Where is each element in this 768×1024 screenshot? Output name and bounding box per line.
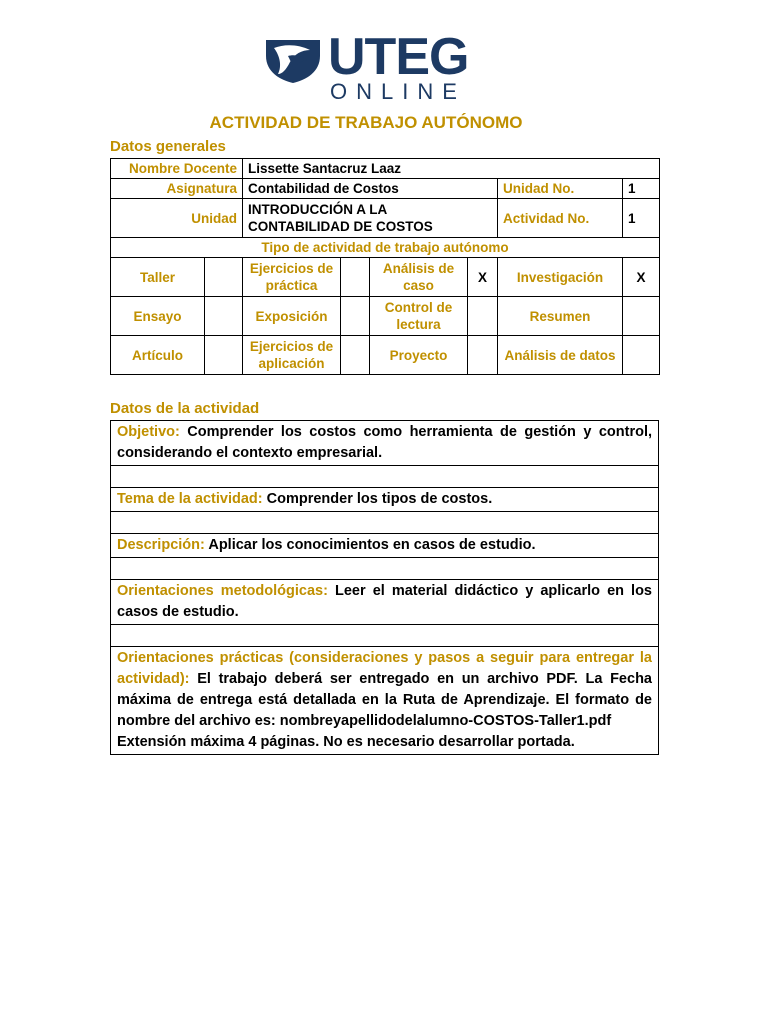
actividad-no-value: 1	[623, 199, 660, 238]
tema-cell	[111, 488, 659, 512]
page-title: ACTIVIDAD DE TRABAJO AUTÓNOMO	[209, 113, 523, 132]
tipo-mark	[205, 297, 243, 336]
extension-text: Extensión máxima 4 páginas. No es necesario desarrollar portada.	[117, 734, 575, 750]
spacer-row	[111, 558, 659, 580]
tipo-mark	[205, 258, 243, 297]
asignatura-value: Contabilidad de Costos	[243, 179, 498, 199]
tipo-mark	[623, 336, 660, 375]
tipo-header-row	[111, 238, 660, 258]
unidad-no-value: 1	[623, 179, 660, 199]
orient-prac-cell	[111, 647, 659, 755]
actividad-no-label: Actividad No.	[498, 199, 623, 238]
logo-sub-text: ONLINE	[330, 79, 466, 104]
objetivo-value: Comprender los costos como herramienta de gestión y control, considerando el contexto empresarial.	[117, 424, 652, 461]
general-section-label: Datos generales	[110, 138, 226, 155]
descripcion-value: Aplicar los conocimientos en casos de estudio.	[208, 537, 536, 553]
objetivo-label: Objetivo:	[117, 424, 180, 440]
orient-prac-value: El trabajo deberá ser entregado en un archivo PDF. La Fecha máxima de entrega está detallada en la Ruta de Aprendizaje. El formato de nombre del archivo es: nombreyapellidodelalumno-COSTOS-Taller1.pdf	[117, 671, 652, 729]
spacer-row	[111, 512, 659, 534]
spacer-cell	[111, 512, 659, 534]
tipo-mark: X	[468, 258, 498, 297]
objetivo-row	[111, 421, 659, 466]
tipo-mark	[623, 297, 660, 336]
uteg-logo	[264, 28, 474, 104]
asignatura-label: Asignatura	[111, 179, 243, 199]
tipo-row	[111, 297, 660, 336]
tipo-label: Proyecto	[370, 336, 468, 375]
tipo-label: Ejercicios de práctica	[243, 258, 341, 297]
tipo-label: Resumen	[498, 297, 623, 336]
tipo-label: Control de lectura	[370, 297, 468, 336]
descripcion-label: Descripción:	[117, 537, 205, 553]
tipo-row	[111, 258, 660, 297]
unidad-label: Unidad	[111, 199, 243, 238]
tema-label: Tema de la actividad:	[117, 491, 263, 507]
spacer-cell	[111, 466, 659, 488]
tipo-mark	[341, 336, 370, 375]
tipo-mark	[341, 258, 370, 297]
tipo-header: Tipo de actividad de trabajo autónomo	[111, 238, 660, 258]
activity-section-label: Datos de la actividad	[110, 400, 260, 417]
tipo-mark	[468, 336, 498, 375]
orient-met-label: Orientaciones metodológicas:	[117, 583, 328, 599]
tipo-label: Ensayo	[111, 297, 205, 336]
activity-table	[110, 420, 659, 755]
tipo-mark	[341, 297, 370, 336]
docente-value: Lissette Santacruz Laaz	[243, 159, 660, 179]
unidad-row	[111, 199, 660, 238]
orient-met-value: Leer el material didáctico y aplicarlo en los casos de estudio.	[117, 583, 652, 620]
tipo-label: Exposición	[243, 297, 341, 336]
tipo-label: Ejercicios de aplicación	[243, 336, 341, 375]
orient-met-row	[111, 580, 659, 625]
docente-row	[111, 159, 660, 179]
descripcion-row	[111, 534, 659, 558]
tipo-label: Análisis de datos	[498, 336, 623, 375]
orient-prac-label: Orientaciones prácticas (consideraciones y pasos a seguir para entregar la actividad):	[117, 650, 652, 687]
eagle-shield-icon	[264, 36, 322, 84]
spacer-row	[111, 625, 659, 647]
tipo-label: Investigación	[498, 258, 623, 297]
tipo-mark	[468, 297, 498, 336]
tipo-row	[111, 336, 660, 375]
tipo-label: Artículo	[111, 336, 205, 375]
spacer-row	[111, 466, 659, 488]
asignatura-row	[111, 179, 660, 199]
spacer-cell	[111, 558, 659, 580]
spacer-cell	[111, 625, 659, 647]
tipo-mark: X	[623, 258, 660, 297]
unidad-no-label: Unidad No.	[498, 179, 623, 199]
docente-label: Nombre Docente	[111, 159, 243, 179]
unidad-value: INTRODUCCIÓN A LA CONTABILIDAD DE COSTOS	[243, 199, 498, 238]
tema-value: Comprender los tipos de costos.	[266, 491, 493, 507]
tipo-label: Taller	[111, 258, 205, 297]
tipo-label: Análisis de caso	[370, 258, 468, 297]
tipo-mark	[205, 336, 243, 375]
descripcion-cell	[111, 534, 659, 558]
logo-brand-text: UTEG	[328, 28, 469, 86]
orient-met-cell	[111, 580, 659, 625]
orient-prac-row	[111, 647, 659, 755]
general-table	[110, 158, 660, 375]
objetivo-cell	[111, 421, 659, 466]
tema-row	[111, 488, 659, 512]
